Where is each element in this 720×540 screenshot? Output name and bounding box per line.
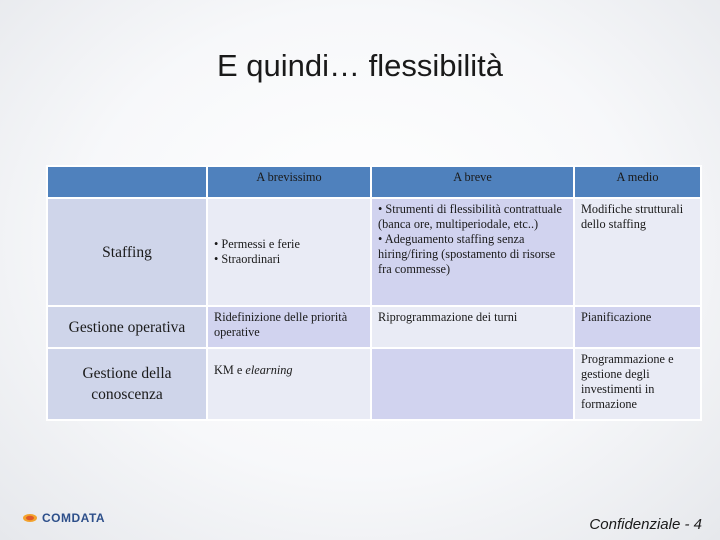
cell-staffing-medio: Modifiche strutturali dello staffing xyxy=(574,198,701,306)
bullet-text: • Permessi e ferie xyxy=(214,237,300,251)
header-medio: A medio xyxy=(574,166,701,198)
cell-conoscenza-medio: Programmazione e gestione degli investimenti in formazione xyxy=(574,348,701,420)
cell-staffing-breve xyxy=(371,198,574,306)
logo-text: COMDATA xyxy=(42,511,106,525)
slide-title: E quindi… flessibilità xyxy=(216,48,504,83)
table-row-staffing xyxy=(47,198,701,306)
row-label-staffing: Staffing xyxy=(47,198,207,306)
elearning-text: elearning xyxy=(245,363,293,377)
header-empty xyxy=(47,166,207,198)
table-row-gestione-operativa xyxy=(47,306,701,348)
cell-operativa-breve: Riprogrammazione dei turni xyxy=(371,306,574,348)
table-row-gestione-conoscenza xyxy=(47,348,701,420)
cell-operativa-brevissimo: Ridefinizione delle priorità operative xyxy=(207,306,371,348)
header-brevissimo: A brevissimo xyxy=(207,166,371,198)
km-text: KM e xyxy=(214,363,246,377)
row-label-gestione-conoscenza: Gestione della conoscenza xyxy=(47,348,207,420)
cell-conoscenza-brevissimo xyxy=(207,348,371,420)
row-label-gestione-operativa: Gestione operativa xyxy=(47,306,207,348)
footer-confidential: Confidenziale - 4 xyxy=(589,516,702,533)
bullet-text: • Straordinari xyxy=(214,252,281,266)
logo-mark-icon xyxy=(22,512,38,524)
table-header-row xyxy=(47,166,701,198)
comdata-logo xyxy=(22,507,105,529)
header-breve: A breve xyxy=(371,166,574,198)
cell-operativa-medio: Pianificazione xyxy=(574,306,701,348)
cell-staffing-brevissimo xyxy=(207,198,371,306)
flexibility-table xyxy=(46,165,702,421)
bullet-text: • Strumenti di flessibilità contrattuale (banca ore, multiperiodale, etc..) xyxy=(378,202,562,231)
cell-conoscenza-breve xyxy=(371,348,574,420)
bullet-text: • Adeguamento staffing senza hiring/firing (spostamento di risorse fra commesse) xyxy=(378,232,556,276)
